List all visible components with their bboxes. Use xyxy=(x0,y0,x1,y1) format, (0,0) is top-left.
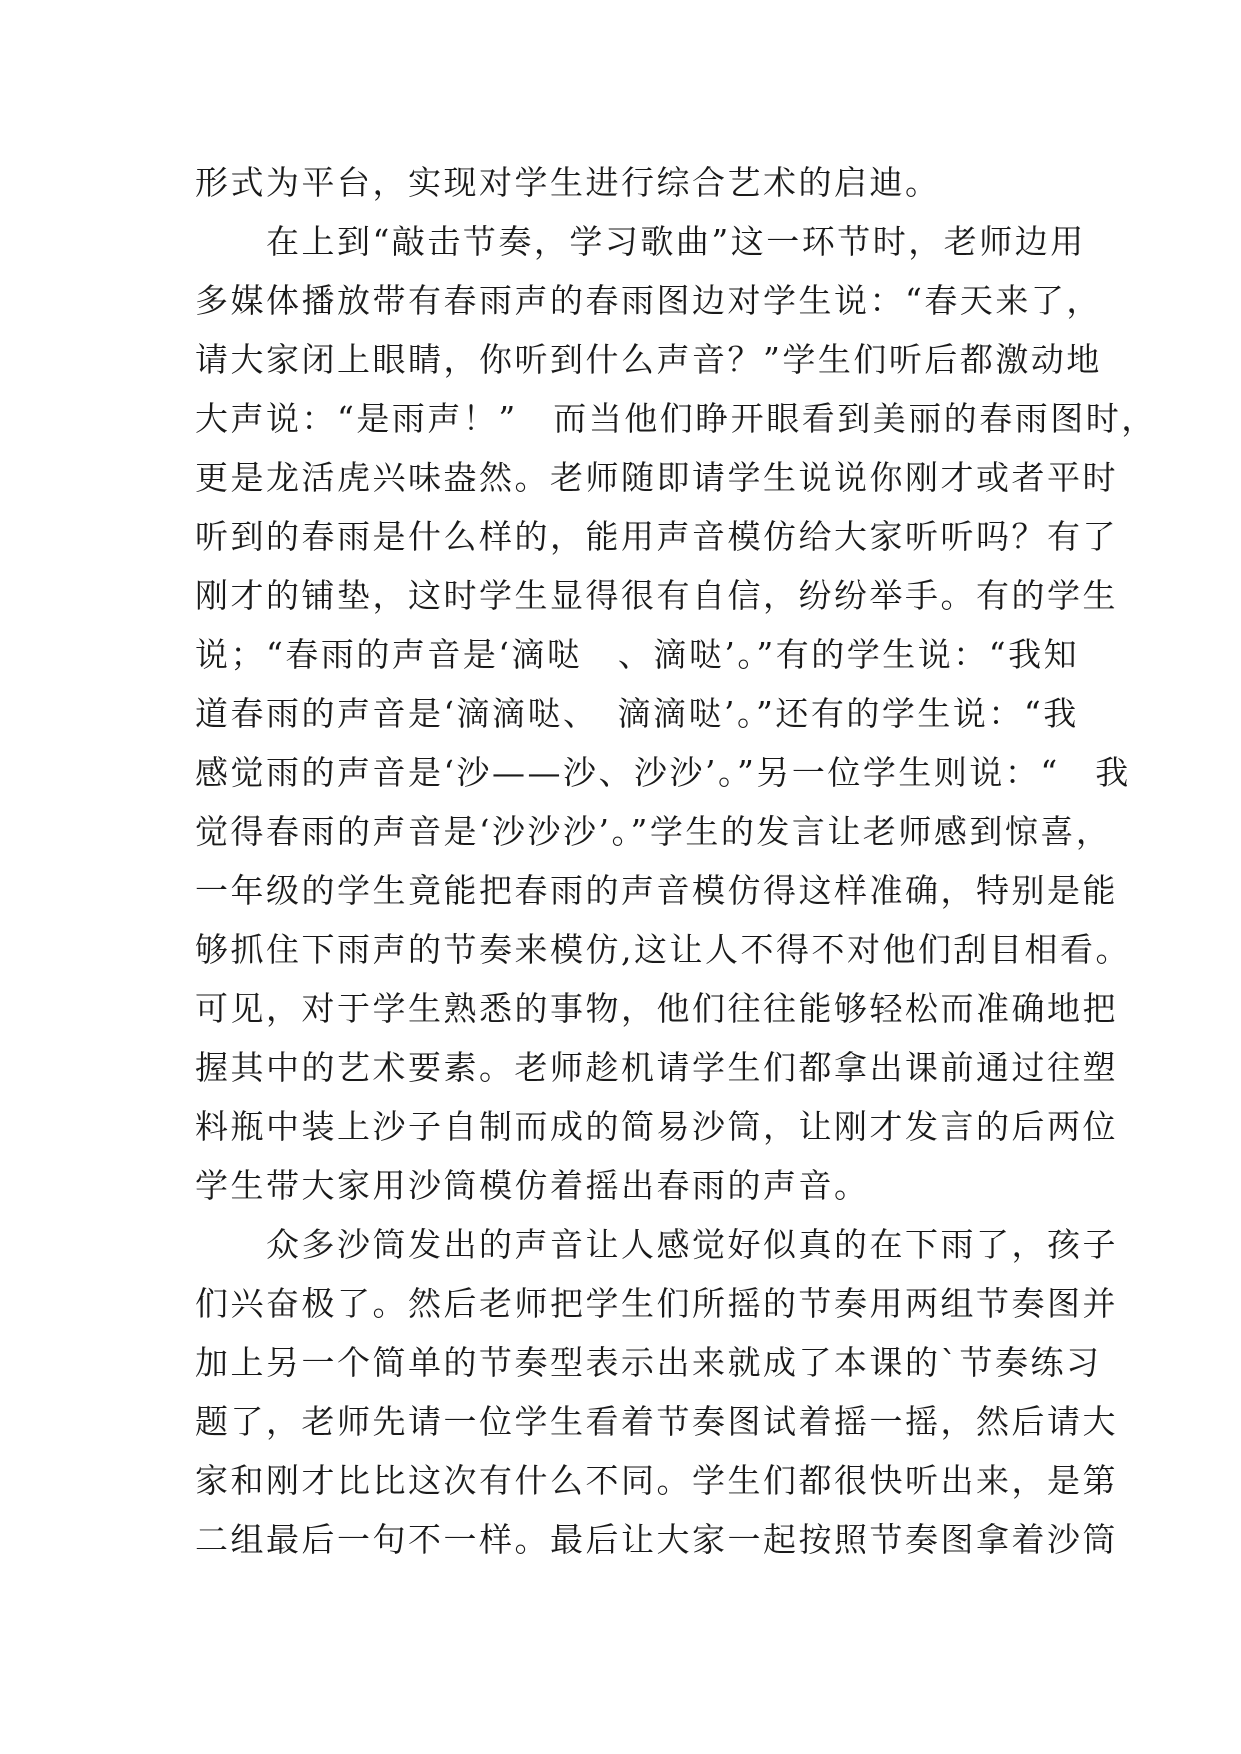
text-line: 多媒体播放带有春雨声的春雨图边对学生说：“春天来了， xyxy=(195,281,1102,320)
text-line: 题了，老师先请一位学生看着节奏图试着摇一摇，然后请大 xyxy=(195,1402,1118,1441)
text-line: 可见，对于学生熟悉的事物，他们往往能够轻松而准确地把 xyxy=(195,989,1118,1028)
text-line: 众多沙筒发出的声音让人感觉好似真的在下雨了，孩子 xyxy=(195,1225,1118,1264)
text-line: 感觉雨的声音是‘沙——沙、沙沙’。”另一位学生则说：“ 我 xyxy=(195,753,1131,792)
text-line: 更是龙活虎兴味盎然。老师随即请学生说说你刚才或者平时 xyxy=(195,458,1118,497)
text-line: 握其中的艺术要素。老师趁机请学生们都拿出课前通过往塑 xyxy=(195,1048,1118,1087)
text-line: 觉得春雨的声音是‘沙沙沙’。”学生的发言让老师感到惊喜， xyxy=(195,812,1112,851)
text-line: 们兴奋极了。然后老师把学生们所摇的节奏用两组节奏图并 xyxy=(195,1284,1118,1323)
text-line: 加上另一个简单的节奏型表示出来就成了本课的`节奏练习 xyxy=(195,1343,1102,1382)
text-line: 在上到“敲击节奏，学习歌曲”这一环节时，老师边用 xyxy=(195,222,1086,261)
text-line: 够抓住下雨声的节奏来模仿,这让人不得不对他们刮目相看。 xyxy=(195,930,1131,969)
text-line: 说；“春雨的声音是‘滴哒 、滴哒’。”有的学生说：“我知 xyxy=(195,635,1080,674)
text-line: 请大家闭上眼睛，你听到什么声音？”学生们听后都激动地 xyxy=(195,340,1102,379)
text-line: 一年级的学生竟能把春雨的声音模仿得这样准确，特别是能 xyxy=(195,871,1118,910)
text-line: 二组最后一句不一样。最后让大家一起按照节奏图拿着沙筒 xyxy=(195,1520,1118,1559)
text-line: 家和刚才比比这次有什么不同。学生们都很快听出来，是第 xyxy=(195,1461,1118,1500)
text-line: 听到的春雨是什么样的，能用声音模仿给大家听听吗？有了 xyxy=(195,517,1118,556)
text-line: 学生带大家用沙筒模仿着摇出春雨的声音。 xyxy=(195,1166,870,1205)
body-text xyxy=(195,153,1157,1569)
text-line: 刚才的铺垫，这时学生显得很有自信，纷纷举手。有的学生 xyxy=(195,576,1118,615)
text-line: 形式为平台，实现对学生进行综合艺术的启迪。 xyxy=(195,163,941,202)
text-line: 料瓶中装上沙子自制而成的简易沙筒，让刚才发言的后两位 xyxy=(195,1107,1118,1146)
text-line: 大声说：“是雨声！” 而当他们睁开眼看到美丽的春雨图时， xyxy=(195,399,1157,438)
text-line: 道春雨的声音是‘滴滴哒、 滴滴哒’。”还有的学生说：“我 xyxy=(195,694,1079,733)
